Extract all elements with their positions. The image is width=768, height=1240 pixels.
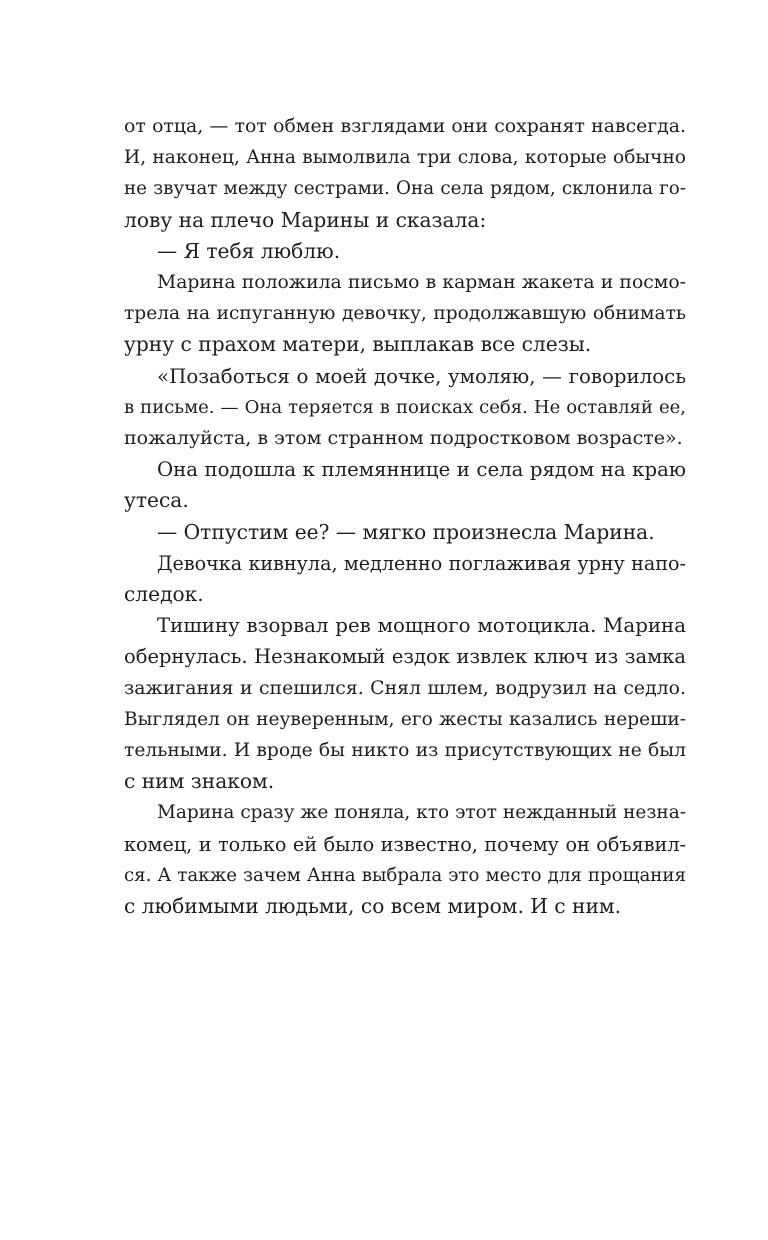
text-line: Девочка кивнула, медленно поглаживая урну напо-: [157, 551, 686, 575]
text-line: — Я тебя люблю.: [157, 238, 341, 263]
text-line: И, наконец, Анна вымолвила три слова, которые обычно: [124, 147, 686, 169]
text-line: Марина сразу же поняла, кто этот нежданный незна-: [157, 802, 686, 824]
text-line: с любимыми людьми, со всем миром. И с ним.: [124, 894, 622, 919]
text-line: утеса.: [124, 488, 189, 513]
text-line: зажигания и спешился. Снял шлем, водрузил на седло.: [124, 677, 686, 699]
text-line: в письме. — Она теряется в поисках себя. Не оставляй ее,: [124, 396, 686, 418]
text-line: — Отпустим ее? — мягко произнесла Марина.: [157, 519, 655, 544]
text-line: пожалуйста, в этом странном подростковом возрасте».: [124, 427, 683, 450]
text-line: не звучат между сестрами. Она села рядом, склонила го-: [124, 178, 686, 200]
text-line: от отца, — тот обмен взглядами они сохранят навсегда.: [124, 116, 686, 137]
body-text: [124, 111, 686, 922]
text-line: Марина положила письмо в карман жакета и посмо-: [157, 272, 686, 294]
text-line: трела на испуганную девочку, продолжавшую обнимать: [124, 303, 686, 325]
text-line: Она подошла к племяннице и села рядом на краю: [157, 458, 686, 482]
text-line: тельными. И вроде бы никто из присутствующих не был: [124, 740, 686, 762]
text-line: комец, и только ей было известно, почему он объявил-: [124, 832, 686, 856]
text-line: Выглядел он неуверенным, его жесты казались нереши-: [124, 708, 686, 730]
text-line: ся. А также зачем Анна выбрала это место для прощания: [124, 864, 686, 886]
text-line: следок.: [124, 582, 204, 607]
text-line: обернулась. Незнакомый ездок извлек ключ из замка: [124, 645, 686, 669]
text-line: лову на плечо Марины и сказала:: [124, 207, 487, 232]
text-line: с ним знаком.: [124, 769, 275, 794]
text-line: Тишину взорвал рев мощного мотоцикла. Марина: [157, 614, 686, 638]
text-line: урну с прахом матери, выплакав все слезы.: [124, 332, 592, 357]
text-line: «Позаботься о моей дочке, умоляю, — говорилось: [157, 364, 686, 388]
